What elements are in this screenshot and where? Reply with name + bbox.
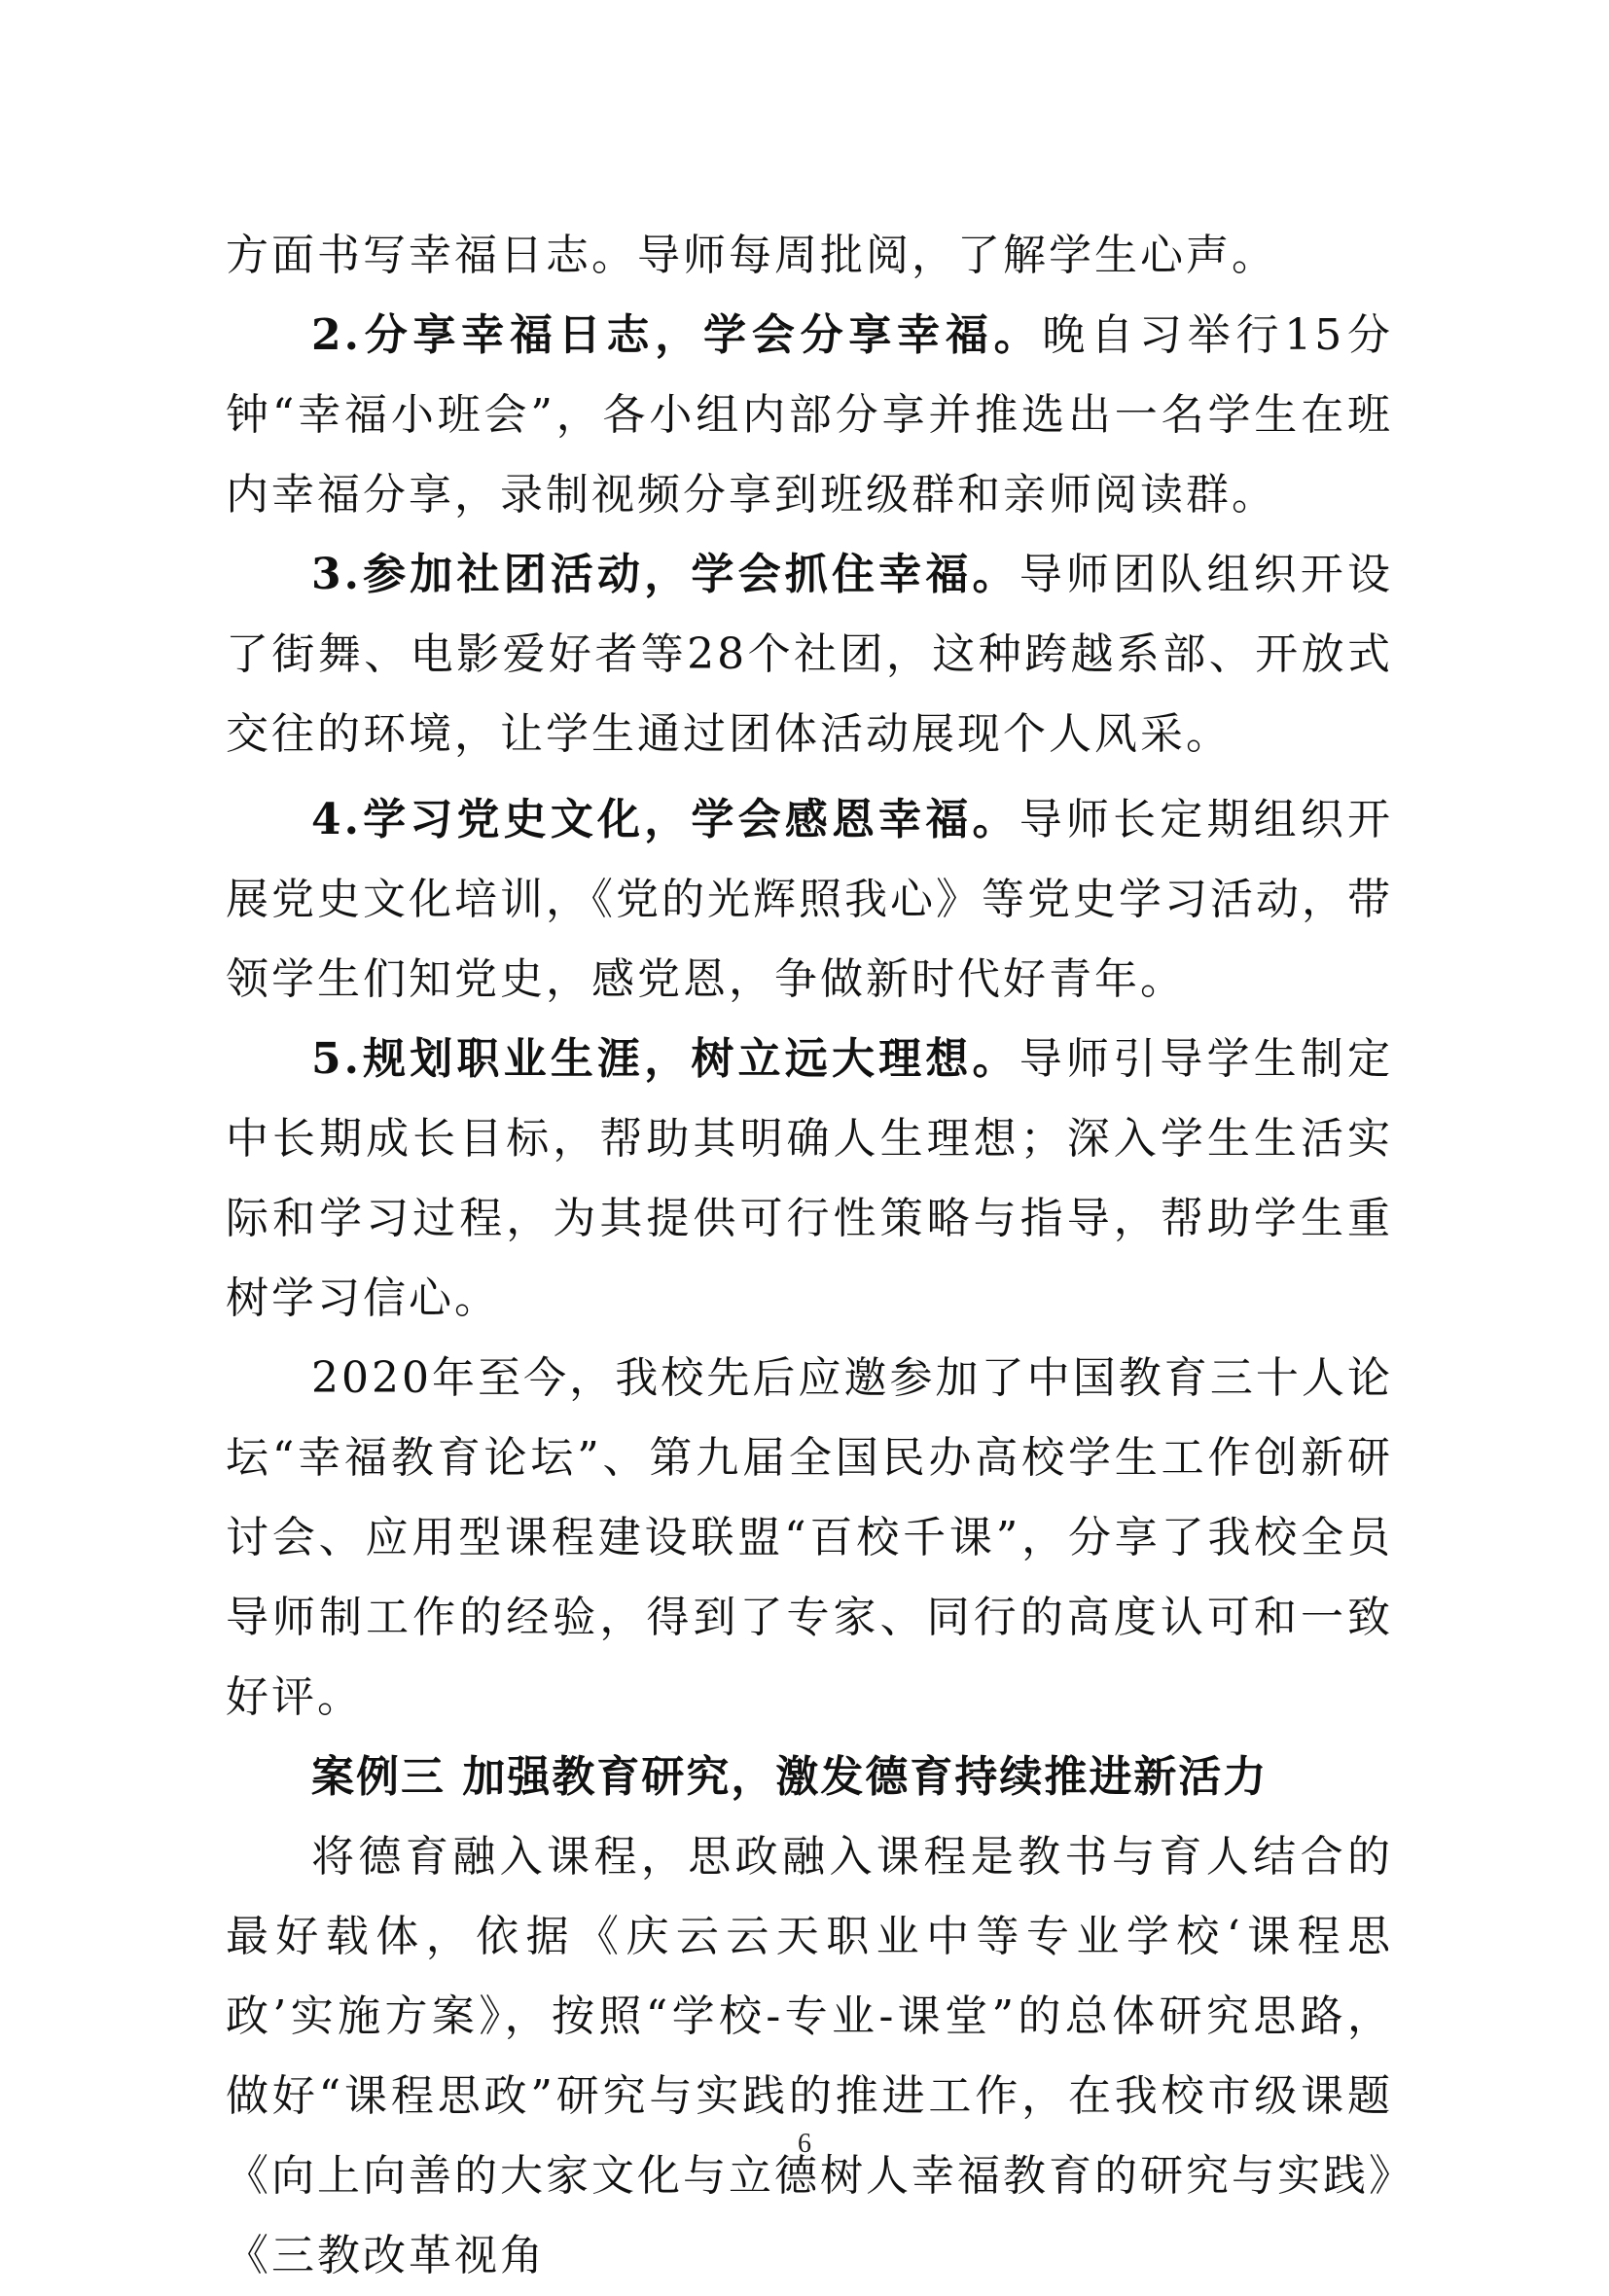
paragraph-lead: 3.参加社团活动，学会抓住幸福。 [311, 550, 1019, 599]
case-paragraph [226, 1817, 1393, 2296]
paragraph-text: 导师长定期组织开展党史文化培训，《党的光辉照我心》等党史学习活动，带领学生们知党史，感党恩，争做新时代好青年。 [226, 795, 1393, 1004]
paragraph-item-3 [226, 535, 1393, 774]
paragraph-item-4 [226, 780, 1393, 1020]
paragraph-text: 导师引导学生制定中长期成长目标，帮助其明确人生理想；深入学生生活实际和学习过程，为其提供可行性策略与指导，帮助学生重树学习信心。 [226, 1034, 1393, 1323]
paragraph-text: 晚自习举行15分钟“幸福小班会”，各小组内部分享并推选出一名学生在班内幸福分享，录制视频分享到班级群和亲师阅读群。 [226, 310, 1393, 520]
paragraph-item-2 [226, 296, 1393, 535]
paragraph-continuation [226, 216, 1393, 296]
paragraph-summary [226, 1339, 1393, 1738]
body-text [226, 216, 1393, 2296]
paragraph-text: 方面书写幸福日志。导师每周批阅，了解学生心声。 [226, 231, 1277, 280]
paragraph-item-5 [226, 1020, 1393, 1339]
paragraph-lead: 4.学习党史文化，学会感恩幸福。 [311, 795, 1019, 844]
paragraph-text: 将德育融入课程，思政融入课程是教书与育人结合的最好载体，依据《庆云云天职业中等专业学校‘课程思政’实施方案》，按照“学校-专业-课堂”的总体研究思路，做好“课程思政”研究与实践的推进工作，在我校市级课题《向上向善的大家文化与立德树人幸福教育的研究与实践》《三教改革视角 [226, 1832, 1393, 2280]
paragraph-text: 导师团队组织开设了街舞、电影爱好者等28个社团，这种跨越系部、开放式交往的环境，让学生通过团体活动展现个人风采。 [226, 550, 1393, 759]
paragraph-text: 2020年至今，我校先后应邀参加了中国教育三十人论坛“幸福教育论坛”、第九届全国民办高校学生工作创新研讨会、应用型课程建设联盟“百校千课”，分享了我校全员导师制工作的经验，得到了专家、同行的高度认可和一致好评。 [226, 1353, 1393, 1722]
paragraph-lead: 5.规划职业生涯，树立远大理想。 [311, 1034, 1019, 1084]
page-number: 6 [798, 2129, 811, 2159]
case-heading: 案例三 加强教育研究，激发德育持续推进新活力 [311, 1752, 1269, 1802]
paragraph-lead: 2.分享幸福日志，学会分享幸福。 [311, 310, 1043, 360]
